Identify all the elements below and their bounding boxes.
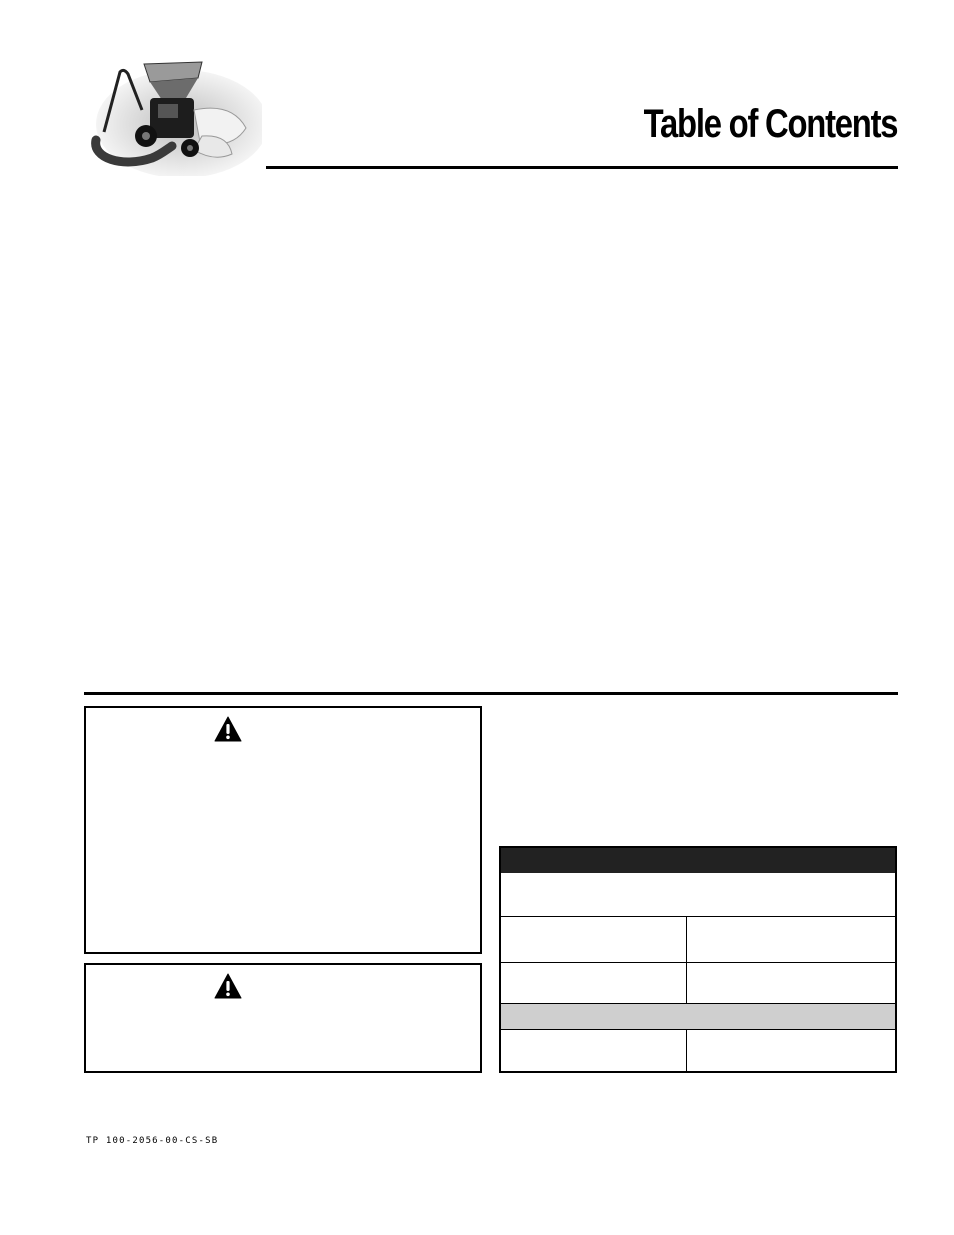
spec-table bbox=[499, 846, 897, 1073]
title-rule bbox=[266, 166, 898, 169]
table-cell bbox=[501, 963, 687, 1003]
table-section-row bbox=[501, 1004, 895, 1030]
warning-triangle-icon bbox=[214, 973, 242, 999]
document-number: TP 100-2056-00-CS-SB bbox=[86, 1136, 219, 1146]
sprayer-hopper-icon bbox=[82, 58, 262, 176]
warning-triangle-icon bbox=[214, 716, 242, 742]
warning-box bbox=[84, 706, 482, 954]
table-row bbox=[501, 873, 895, 917]
table-cell bbox=[501, 1030, 687, 1073]
table-row bbox=[501, 917, 895, 963]
table-row bbox=[501, 1030, 895, 1073]
caution-box bbox=[84, 963, 482, 1073]
table-row bbox=[501, 963, 895, 1004]
page-title: Table of Contents bbox=[643, 102, 897, 146]
table-header-row bbox=[501, 848, 895, 873]
section-divider bbox=[84, 692, 898, 695]
table-cell bbox=[501, 917, 687, 962]
